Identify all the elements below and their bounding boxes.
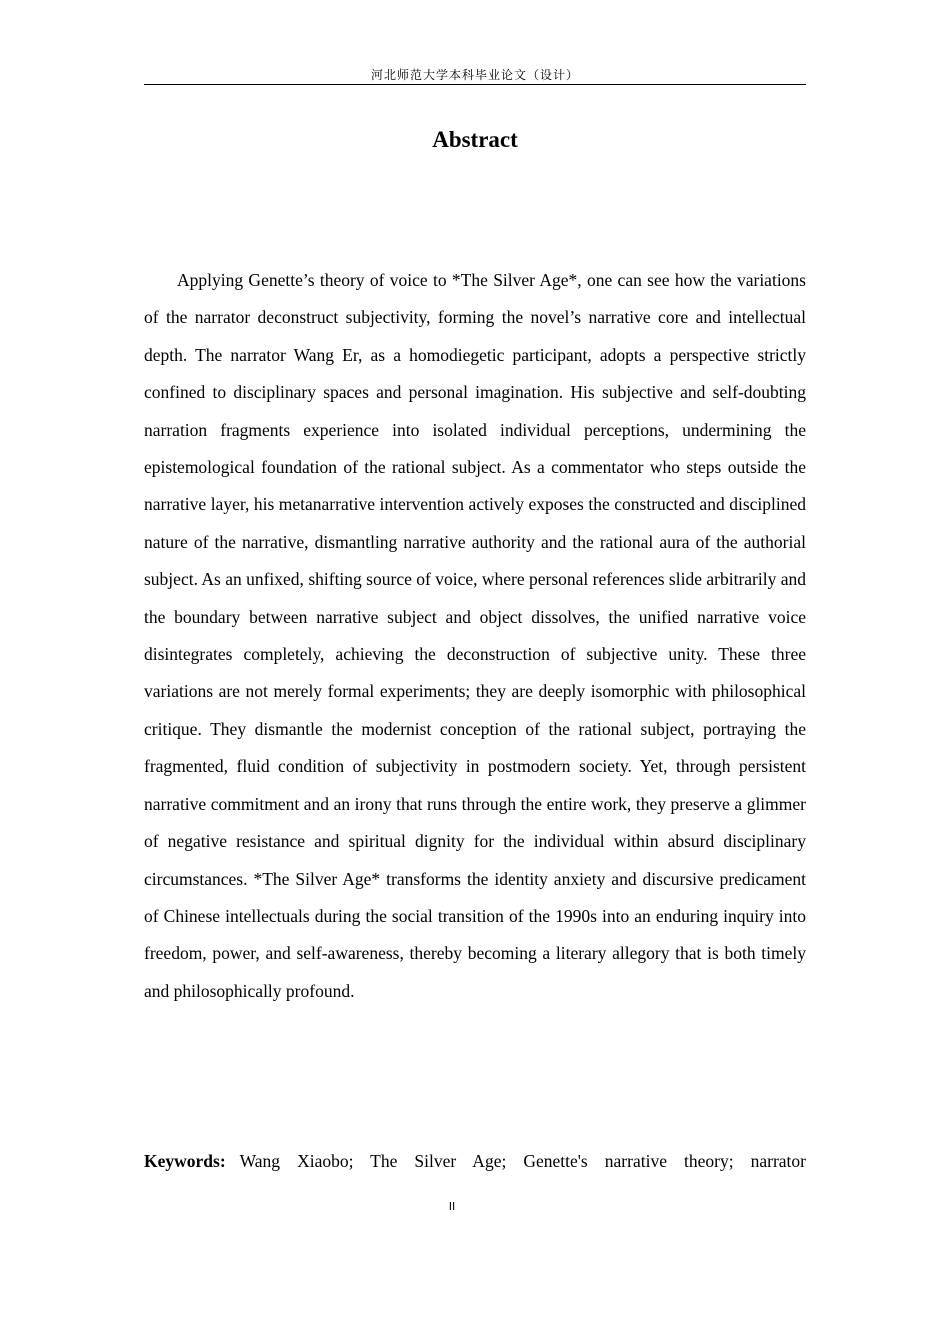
keywords-value: Wang Xiaobo; The Silver Age; Genette's narrative theory; narrator (239, 1151, 806, 1171)
page-number: II (448, 1200, 456, 1213)
page-header (144, 66, 806, 85)
abstract-paragraph: Applying Genette’s theory of voice to *The Silver Age*, one can see how the variations of the narrator deconstruct subjectivity, forming the novel’s narrative core and intellectual depth. The narrator Wang Er, as a homodiegetic participant, adopts a perspective strictly confined to disciplinary spaces and personal imagination. His subjective and self-doubting narration fragments experience into isolated individual perceptions, undermining the epistemological foundation of the rational subject. As a commentator who steps outside the narrative layer, his metanarrative intervention actively exposes the constructed and disciplined nature of the narrative, dismantling narrative authority and the rational aura of the authorial subject. As an unfixed, shifting source of voice, where personal references slide arbitrarily and the boundary between narrative subject and object dissolves, the unified narrative voice disintegrates completely, achieving the deconstruction of subjective unity. These three variations are not merely formal experiments; they are deeply isomorphic with philosophical critique. They dismantle the modernist conception of the rational subject, portraying the fragmented, fluid condition of subjectivity in postmodern society. Yet, through persistent narrative commitment and an irony that runs through the entire work, they preserve a glimmer of negative resistance and spiritual dignity for the individual within absurd disciplinary circumstances. *The Silver Age* transforms the identity anxiety and discursive predicament of Chinese intellectuals during the social transition of the 1990s into an enduring inquiry into freedom, power, and self-awareness, thereby becoming a literary allegory that is both timely and philosophically profound. (144, 270, 806, 1001)
keywords-line (144, 1143, 806, 1180)
page-title: Abstract (432, 127, 518, 152)
header-text: 河北师范大学本科毕业论文（设计） (370, 68, 579, 82)
keywords-label: Keywords: (144, 1151, 226, 1171)
